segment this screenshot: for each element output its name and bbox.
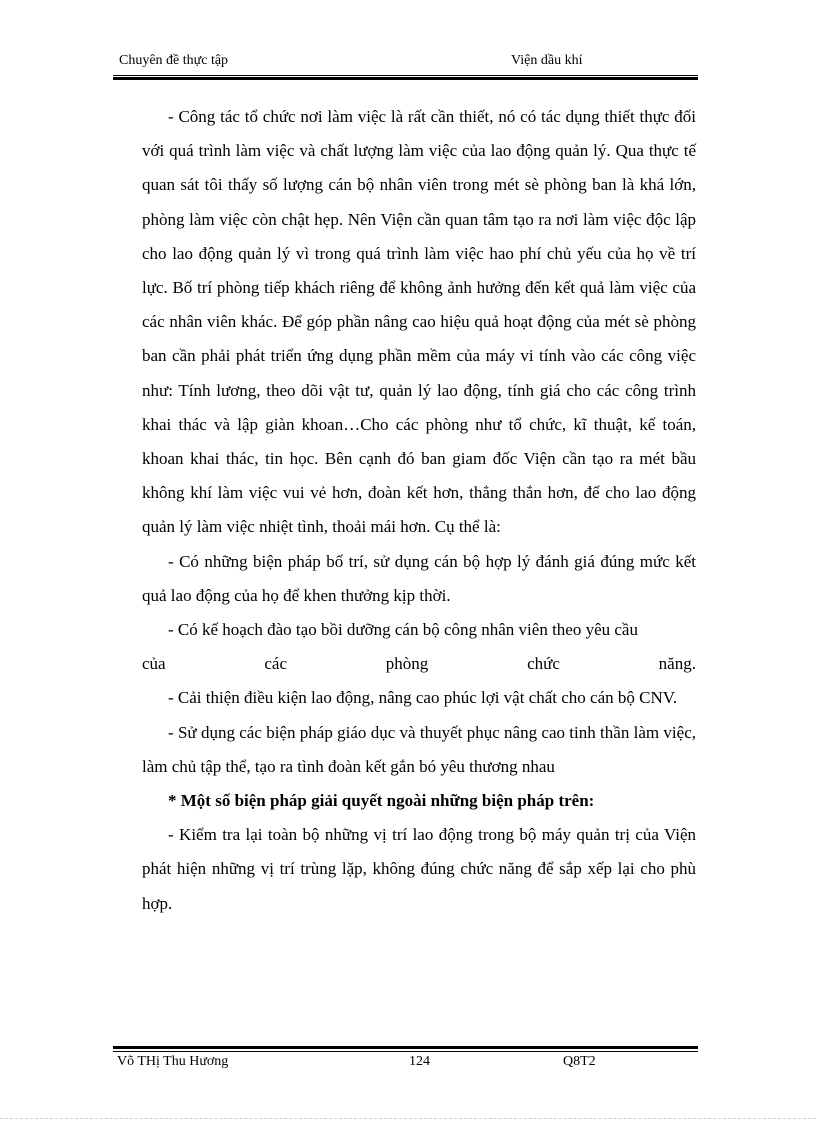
header-rule-thick <box>113 77 698 80</box>
footer-class-code: Q8T2 <box>563 1054 596 1069</box>
paragraph: - Kiểm tra lại toàn bộ những vị trí lao động trong bộ máy quản trị của Viện phát hiện những vị trí trùng lặp, không đúng chức năng để sắp xếp lại cho phù hợp. <box>142 825 696 913</box>
spread-word: phòng <box>385 654 429 674</box>
page-break-line <box>0 1118 816 1119</box>
footer-rule-thin <box>113 1051 698 1052</box>
page-header <box>113 53 698 73</box>
footer-author: Võ THị Thu Hương <box>117 1054 229 1069</box>
paragraph: - Cải thiện điều kiện lao động, nâng cao phúc lợi vật chất cho cán bộ CNV. <box>168 688 678 708</box>
header-rule-thin <box>113 75 698 76</box>
paragraph: - Sử dụng các biện pháp giáo dục và thuyết phục nâng cao tinh thần làm việc, làm chủ tập thể, tạo ra tình đoàn kết gắn bó yêu thương nhau <box>142 722 696 776</box>
paragraph: - Có những biện pháp bố trí, sử dụng cán bộ hợp lý đánh giá đúng mức kết quả lao động của họ để khen thưởng kịp thời. <box>142 551 696 605</box>
spread-line <box>142 647 696 681</box>
header-title-left: Chuyên đề thực tập <box>119 53 229 68</box>
header-title-right: Viện dầu khí <box>511 53 583 68</box>
spread-word: của <box>142 654 166 674</box>
spread-word: các <box>264 654 288 674</box>
paragraph: - Có kế hoạch đào tạo bồi dưỡng cán bộ công nhân viên theo yêu cầu <box>168 620 638 640</box>
section-heading: * Một số biện pháp giải quyết ngoài những biện pháp trên: <box>168 791 595 811</box>
spread-word: chức <box>527 654 560 674</box>
paragraph: - Công tác tổ chức nơi làm việc là rất cần thiết, nó có tác dụng thiết thực đối với quá trình làm việc và chất lượng làm việc của lao động quản lý. Qua thực tế quan sát tôi thấy số lượng cán bộ nhân viên trong mét sè phòng ban là khá lớn, phòng làm việc còn chật hẹp. Nên Viện cần quan tâm tạo ra nơi làm việc độc lập cho lao động quản lý vì trong quá trình làm việc hao phí chủ yếu của họ về trí lực. Bố trí phòng tiếp khách riêng để không ảnh hưởng đến kết quả làm việc của các nhân viên khác. Để góp phần nâng cao hiệu quả hoạt động của mét sè phòng ban cần phải phát triển ứng dụng phần mềm của máy vi tính vào các công việc như: Tính lương, theo dõi vật tư, quản lý lao động, tính giá cho các công trình khai thác và lập giàn khoan…Cho các phòng như tổ chức, kĩ thuật, kế toán, khoan khai thác, tin học. Bên cạnh đó ban giam đốc Viện cần tạo ra mét bầu không khí làm việc vui vẻ hơn, đoàn kết hơn, thẳng thắn hơn, để cho lao động quản lý làm việc nhiệt tình, thoải mái hơn. Cụ thể là: <box>142 107 696 537</box>
page-footer <box>113 1054 698 1074</box>
page-number: 124 <box>409 1054 430 1069</box>
spread-word: năng. <box>658 654 696 674</box>
footer-rule-thick <box>113 1046 698 1049</box>
document-body <box>142 100 696 921</box>
